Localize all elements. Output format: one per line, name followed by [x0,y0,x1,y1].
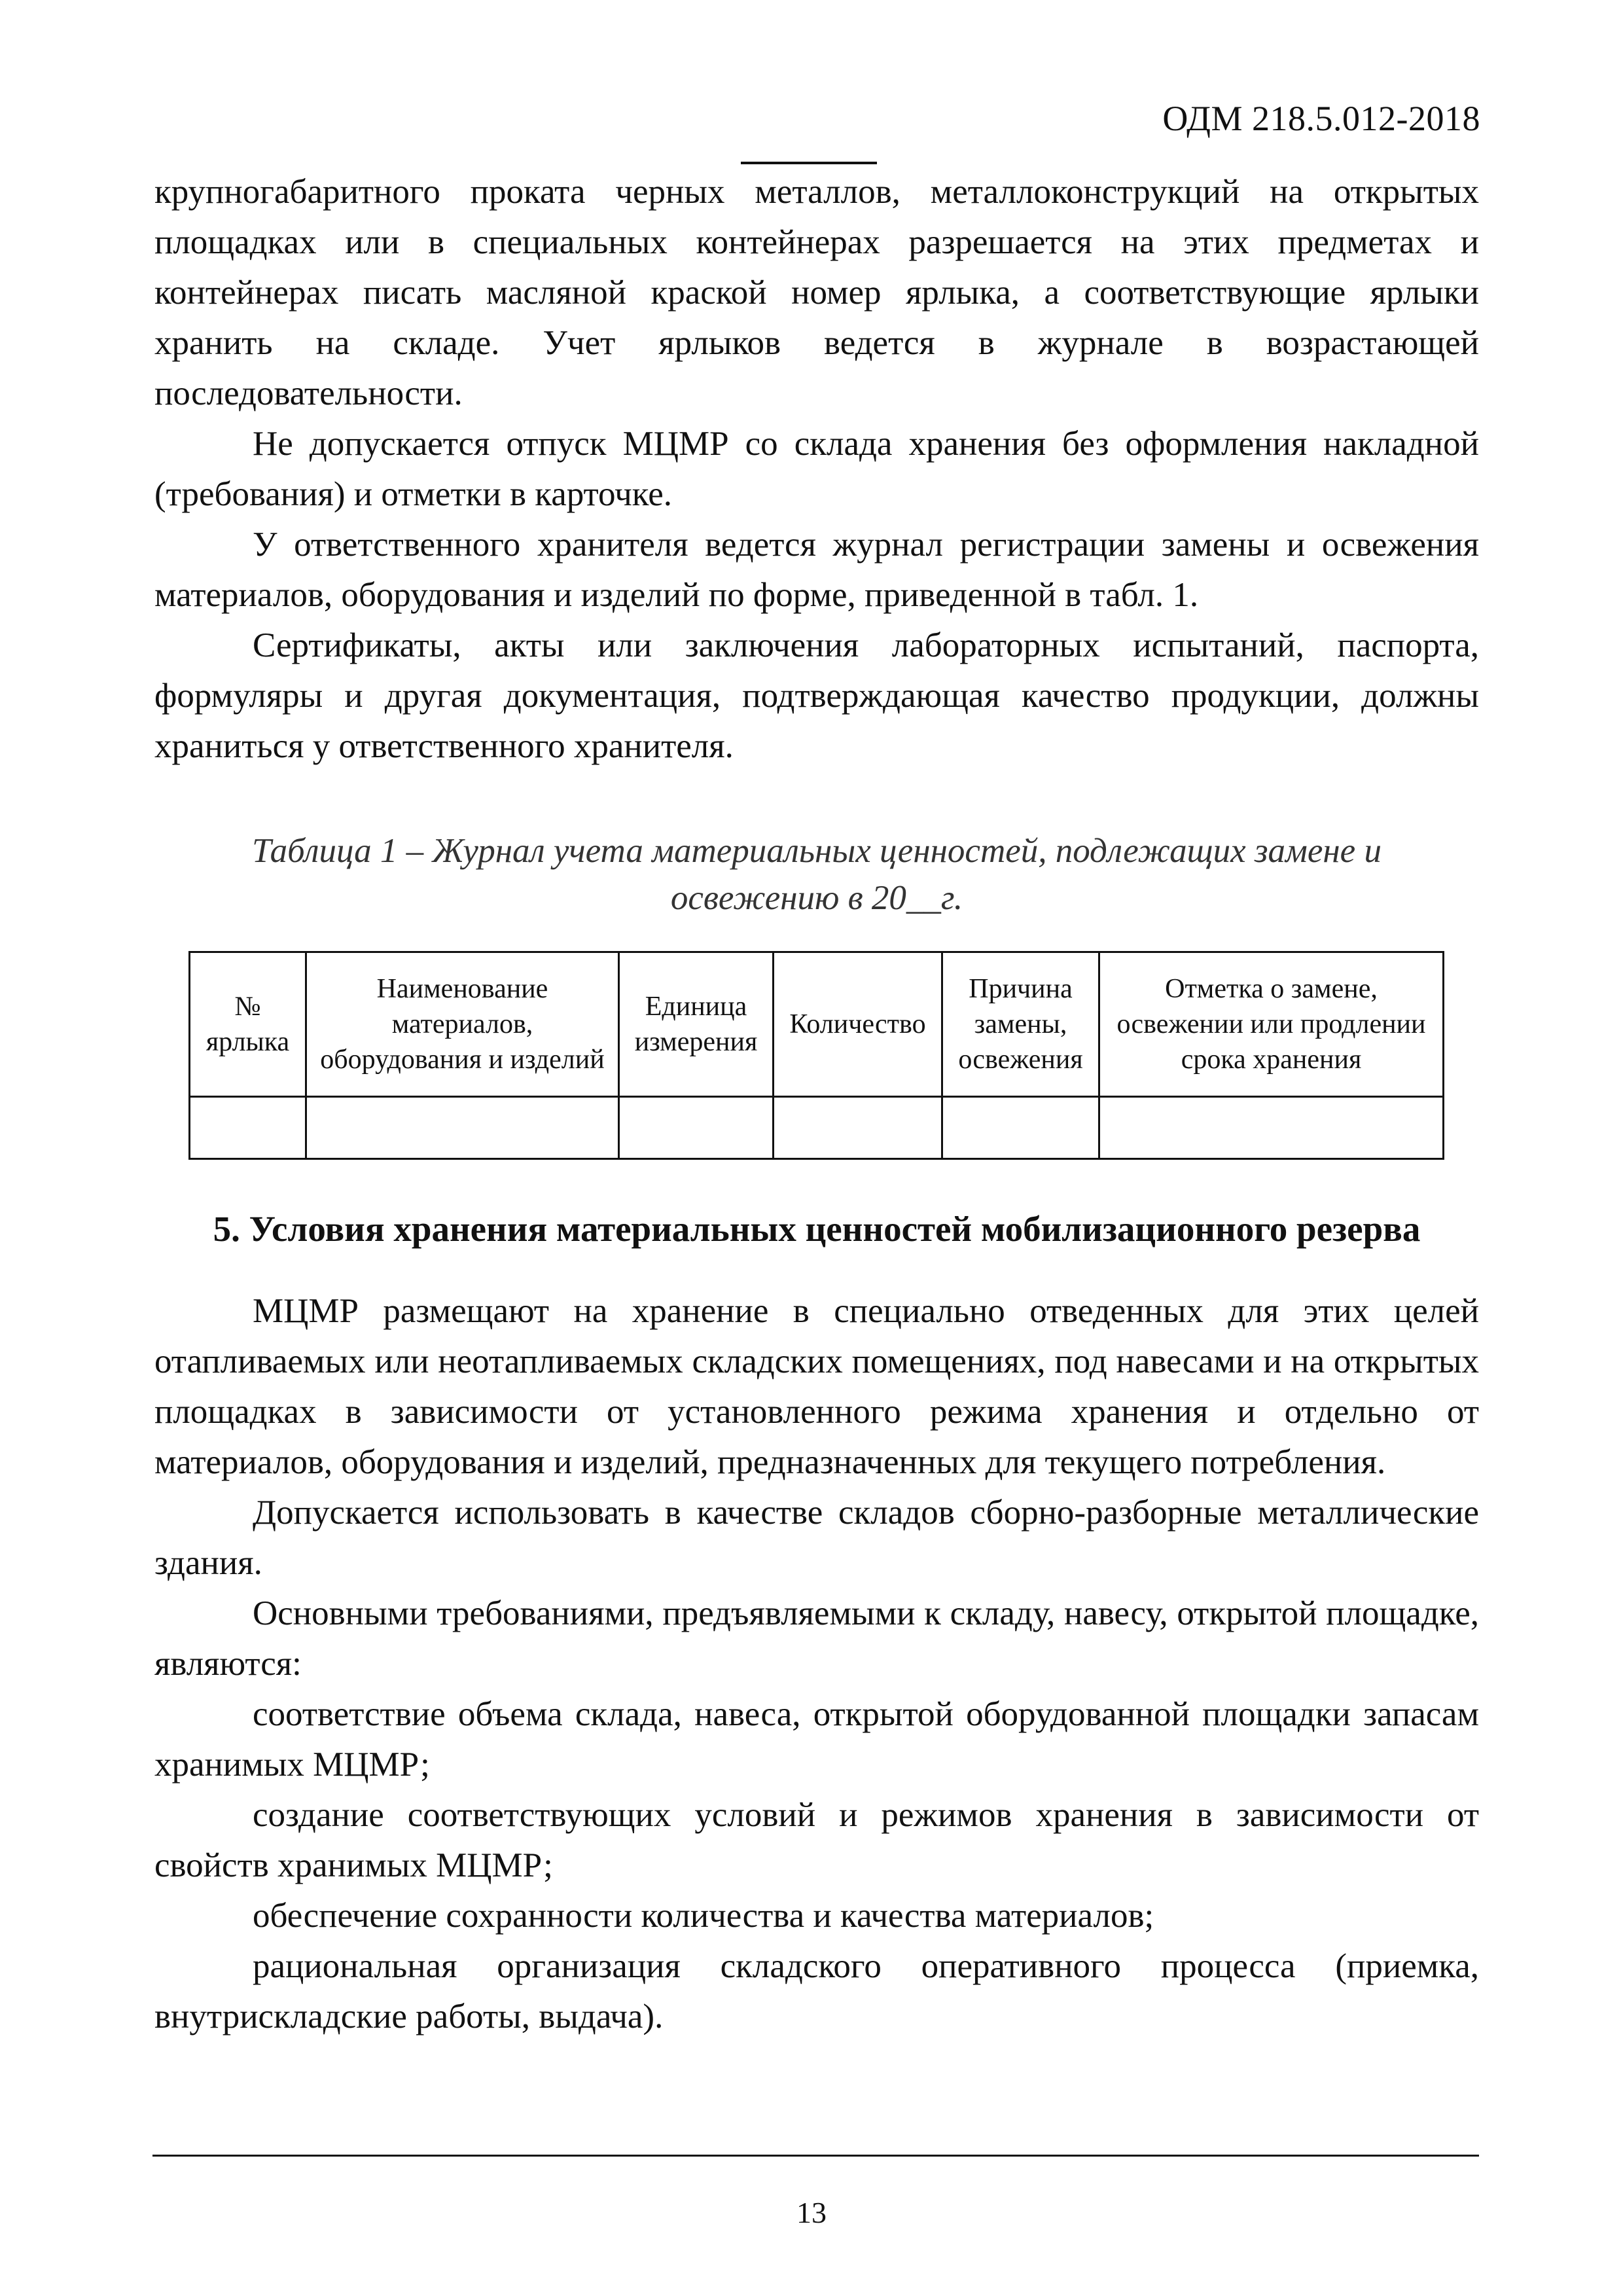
table-cell [190,1097,306,1159]
table-header-row [190,952,1444,1097]
section-5-heading: 5. Условия хранения материальных ценностей мобилизационного резерва [213,1209,1421,1249]
table-cell [774,1097,942,1159]
paragraph-requirement-volume: соответствие объема склада, навеса, открытой оборудованной площадки запасам хранимых МЦМР; [154,1695,1479,1784]
document-code: ОДМ 218.5.012-2018 [1162,99,1480,138]
col-header-mark: Отметка о замене, освежении или продлении срока хранения [1099,952,1444,1097]
table-cell [1099,1097,1444,1159]
paragraph-requirement-safety: обеспечение сохранности количества и качества материалов; [253,1897,1154,1935]
text-block-top [154,167,1479,772]
table-cell [942,1097,1099,1159]
paragraph-release-rule: Не допускается отпуск МЦМР со склада хранения без оформления накладной (требования) и отметки в карточке. [154,425,1479,513]
header-rule [741,162,877,164]
col-header-unit: Единица измерения [619,952,774,1097]
paragraph-requirement-organization: рациональная организация складского оперативного процесса (приемка, внутрискладские работы, выдача). [154,1947,1479,2036]
col-header-quantity: Количество [774,952,942,1097]
table-row [190,1097,1444,1159]
paragraph-requirements-intro: Основными требованиями, предъявляемыми к складу, навесу, открытой площадке, являются: [154,1594,1479,1683]
paragraph-journal: У ответственного хранителя ведется журнал регистрации замены и освежения материалов, оборудования и изделий по форме, приведенной в табл. 1. [154,526,1479,614]
col-header-name: Наименование материалов, оборудования и изделий [306,952,619,1097]
text-block-section5 [154,1286,1479,2042]
page-number: 13 [796,2196,827,2229]
journal-table [188,951,1444,1160]
col-header-reason: Причина замены, освежения [942,952,1099,1097]
table-caption-line2: освежению в 20__г. [670,879,963,917]
paragraph-requirement-conditions: создание соответствующих условий и режимов хранения в зависимости от свойств хранимых МЦМР; [154,1796,1479,1884]
paragraph-certificates: Сертификаты, акты или заключения лабораторных испытаний, паспорта, формуляры и другая документация, подтверждающая качество продукции, должны храниться у ответственного хранителя. [154,626,1479,765]
paragraph-labels-storage: крупногабаритного проката черных металлов, металлоконструкций на открытых площадках или в специальных контейнерах разрешается на этих предметах и контейнерах писать масляной краской номер ярлыка, а соответствующие ярлыки хранить на складе. Учет ярлыков ведется в журнале в возрастающей последовательности. [154,173,1479,412]
paragraph-prefab-buildings: Допускается использовать в качестве складов сборно-разборные металлические здания. [154,1494,1479,1582]
col-header-label-no: № ярлыка [190,952,306,1097]
paragraph-placement: МЦМР размещают на хранение в специально отведенных для этих целей отапливаемых или неотапливаемых складских помещениях, под навесами и на открытых площадках в зависимости от установленного режима хранения и отдельно от материалов, оборудования и изделий, предназначенных для текущего потребления. [154,1292,1479,1481]
table-cell [619,1097,774,1159]
table-cell [306,1097,619,1159]
footer-rule [152,2155,1479,2157]
table-caption-line1: Таблица 1 – Журнал учета материальных ценностей, подлежащих замене и [252,832,1382,870]
table-caption [154,827,1479,922]
